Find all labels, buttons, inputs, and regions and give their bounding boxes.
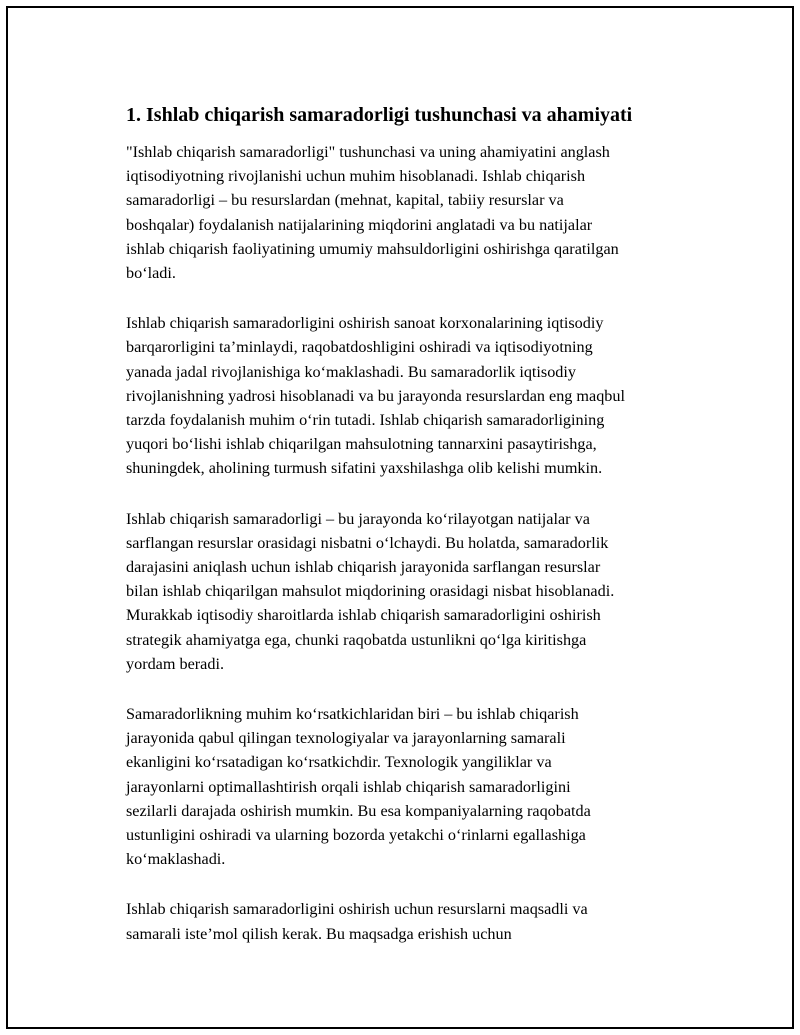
section-heading: 1. Ishlab chiqarish samaradorligi tushunchasi va ahamiyati (126, 104, 633, 126)
text-line: bilan ishlab chiqarilgan mahsulot miqdorining orasidagi nisbat hisoblanadi. (126, 582, 615, 601)
paragraph-2 (126, 311, 698, 480)
text-line: strategik ahamiyatga ega, chunki raqobatda ustunlikni qo‘lga kiritishga (126, 630, 587, 649)
paragraph-4 (126, 702, 698, 871)
paragraph-1 (126, 140, 698, 285)
text-line: shuningdek, aholining turmush sifatini yaxshilashga olib kelishi mumkin. (126, 459, 603, 478)
document-body (126, 102, 698, 972)
text-line: samarali iste’mol qilish kerak. Bu maqsadga erishish uchun (126, 924, 512, 943)
text-line: Ishlab chiqarish samaradorligini oshirish sanoat korxonalarining iqtisodiy (126, 314, 604, 333)
text-line: sarflangan resurslar orasidagi nisbatni o‘lchaydi. Bu holatda, samaradorlik (126, 533, 609, 552)
text-line: ko‘maklashadi. (126, 850, 226, 869)
text-line: darajasini aniqlash uchun ishlab chiqarish jarayonida sarflangan resurslar (126, 558, 601, 577)
text-line: tarzda foydalanish muhim o‘rin tutadi. Ishlab chiqarish samaradorligining (126, 411, 605, 430)
text-line: Ishlab chiqarish samaradorligini oshirish uchun resurslarni maqsadli va (126, 900, 588, 919)
paragraph-5 (126, 897, 698, 945)
text-line: bo‘ladi. (126, 264, 176, 283)
text-line: jarayonida qabul qilingan texnologiyalar va jarayonlarning samarali (126, 729, 566, 748)
text-line: Samaradorlikning muhim ko‘rsatkichlaridan biri – bu ishlab chiqarish (126, 705, 579, 724)
text-line: barqarorligini ta’minlaydi, raqobatdoshligini oshiradi va iqtisodiyotning (126, 338, 593, 357)
text-line: sezilarli darajada oshirish mumkin. Bu esa kompaniyalarning raqobatda (126, 801, 591, 820)
text-line: yuqori bo‘lishi ishlab chiqarilgan mahsulotning tannarxini pasaytirishga, (126, 435, 597, 454)
text-line: ekanligini ko‘rsatadigan ko‘rsatkichdir. Texnologik yangiliklar va (126, 753, 552, 772)
text-line: samaradorligi – bu resurslardan (mehnat, kapital, tabiiy resurslar va (126, 191, 564, 210)
text-line: rivojlanishning yadrosi hisoblanadi va bu jarayonda resurslardan eng maqbul (126, 386, 625, 405)
paragraph-3 (126, 507, 698, 676)
text-line: yanada jadal rivojlanishiga ko‘maklashadi. Bu samaradorlik iqtisodiy (126, 362, 576, 381)
text-line: ustunligini oshiradi va ularning bozorda yetakchi o‘rinlarni egallashiga (126, 826, 586, 845)
text-line: jarayonlarni optimallashtirish orqali ishlab chiqarish samaradorligini (126, 777, 571, 796)
text-line: "Ishlab chiqarish samaradorligi" tushunchasi va uning ahamiyatini anglash (126, 143, 610, 161)
page-frame (6, 6, 794, 1029)
text-line: boshqalar) foydalanish natijalarining miqdorini anglatadi va bu natijalar (126, 215, 593, 234)
text-line: Ishlab chiqarish samaradorligi – bu jarayonda ko‘rilayotgan natijalar va (126, 509, 590, 528)
text-line: yordam beradi. (126, 654, 224, 673)
text-line: iqtisodiyotning rivojlanishi uchun muhim hisoblanadi. Ishlab chiqarish (126, 167, 586, 186)
text-line: Murakkab iqtisodiy sharoitlarda ishlab chiqarish samaradorligini oshirish (126, 606, 601, 625)
text-line: ishlab chiqarish faoliyatining umumiy mahsuldorligini oshirishga qaratilgan (126, 239, 619, 258)
